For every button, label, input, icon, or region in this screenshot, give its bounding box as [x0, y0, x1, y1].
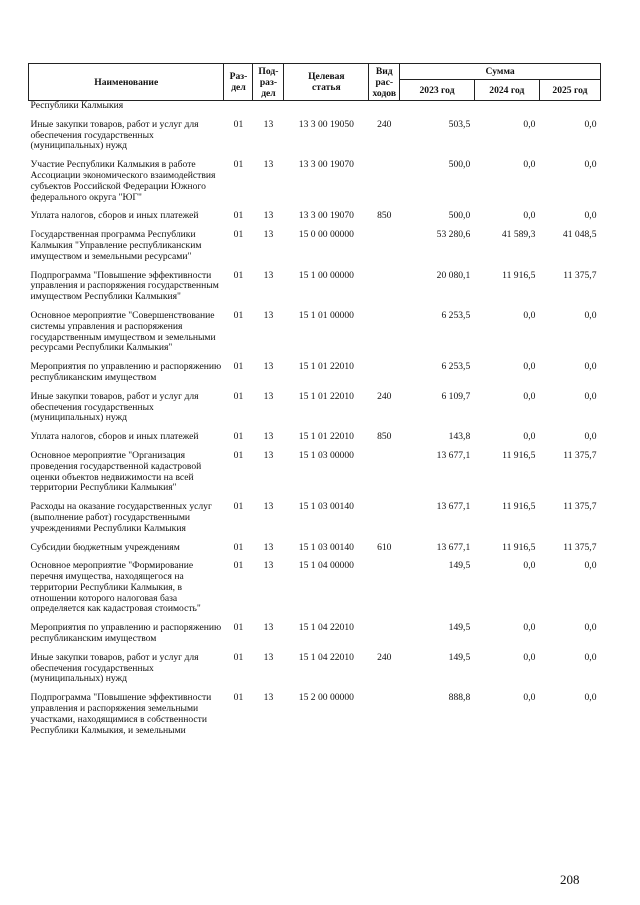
header-year-2025: 2025 год [539, 80, 600, 101]
row-podrazdel: 13 [263, 622, 274, 634]
row-podrazdel: 13 [263, 651, 274, 663]
row-vid-rashodov: 850 [377, 210, 392, 222]
row-sum-2025: 0,0 [584, 390, 597, 402]
row-sum-2023: 6 109,7 [441, 390, 471, 402]
row-sum-2025: 0,0 [584, 560, 597, 572]
row-sum-2024: 0,0 [523, 651, 536, 663]
row-vid-rashodov [369, 230, 400, 270]
row-celevaya-statya: 15 0 00 00000 [298, 229, 354, 241]
row-razdel: 01 [233, 560, 244, 572]
row-name: Республики Калмыкия [30, 100, 124, 111]
row-sum-2024: 0,0 [523, 560, 536, 572]
header-summa: Сумма [400, 64, 601, 80]
row-sum-2024: 0,0 [523, 118, 536, 130]
row-vid-rashodov: 240 [377, 118, 392, 130]
row-vid-rashodov [369, 160, 400, 211]
row-name: Субсидии бюджетным учреждениям [30, 541, 180, 553]
row-razdel [224, 101, 253, 120]
table-row [29, 693, 601, 744]
row-razdel: 01 [233, 361, 244, 373]
row-celevaya-statya: 13 3 00 19070 [298, 210, 354, 222]
row-celevaya-statya: 15 1 03 00000 [298, 449, 354, 461]
row-sum-2024: 0,0 [523, 692, 536, 704]
row-podrazdel: 13 [263, 501, 274, 513]
row-name: Мероприятия по управлению и распоряжению республиканским имуществом [30, 361, 222, 383]
row-celevaya-statya: 13 3 00 19050 [298, 118, 354, 130]
row-podrazdel: 13 [263, 309, 274, 321]
table-row [29, 392, 601, 432]
row-sum-2023: 13 677,1 [436, 541, 471, 553]
row-podrazdel: 13 [263, 361, 274, 373]
row-vid-rashodov [369, 271, 400, 311]
row-podrazdel: 13 [263, 159, 274, 171]
row-sum-2023: 500,0 [448, 159, 471, 171]
row-sum-2024: 11 916,5 [502, 541, 536, 553]
row-sum-2023: 503,5 [448, 118, 471, 130]
row-podrazdel: 13 [263, 560, 274, 572]
row-razdel: 01 [233, 159, 244, 171]
row-podrazdel [253, 101, 284, 120]
row-name: Уплата налогов, сборов и иных платежей [30, 431, 199, 443]
row-razdel: 01 [233, 541, 244, 553]
page-number: 208 [560, 872, 580, 887]
header-vid-rashodov: Вид рас- ходов [369, 64, 400, 101]
table-header [29, 64, 601, 101]
row-vid-rashodov: 240 [377, 651, 392, 663]
table-row [29, 451, 601, 502]
table-row [29, 432, 601, 451]
table-row [29, 211, 601, 230]
row-vid-rashodov [369, 502, 400, 542]
row-razdel: 01 [233, 210, 244, 222]
table-row [29, 120, 601, 160]
row-celevaya-statya: 15 1 03 00140 [298, 501, 354, 513]
row-celevaya-statya: 13 3 00 19070 [298, 159, 354, 171]
row-celevaya-statya: 15 1 01 22010 [298, 431, 354, 443]
row-sum-2025: 11 375,7 [563, 449, 597, 461]
row-razdel: 01 [233, 622, 244, 634]
header-name: Наименование [29, 64, 224, 101]
row-sum-2024: 0,0 [523, 309, 536, 321]
row-vid-rashodov: 240 [377, 390, 392, 402]
row-sum-2025: 0,0 [584, 361, 597, 373]
row-name: Иные закупки товаров, работ и услуг для обеспечения государственных (муниципальных) нужд [30, 651, 199, 685]
row-sum-2024: 0,0 [523, 390, 536, 402]
header-razdel: Раз- дел [224, 64, 253, 101]
row-sum-2025: 11 375,7 [563, 541, 597, 553]
row-celevaya-statya: 15 1 03 00140 [298, 541, 354, 553]
row-name: Подпрограмма "Повышение эффективности управления и распоряжения земельными участками, находящимися в собственности Республики Калмыкия, и земельными [30, 692, 212, 736]
row-vid-rashodov [369, 101, 400, 120]
row-name: Основное мероприятие "Формирование перечня имущества, находящегося на территории Республики Калмыкия, в отношении которого налоговая база определяется как кадастровая стоимость" [30, 560, 201, 615]
row-sum-2023: 143,8 [448, 431, 471, 443]
table-row [29, 561, 601, 623]
budget-table [28, 63, 601, 744]
row-sum-2023: 13 677,1 [436, 501, 471, 513]
row-vid-rashodov [369, 693, 400, 744]
row-sum-2025: 11 375,7 [563, 269, 597, 281]
row-sum-2025: 0,0 [584, 651, 597, 663]
row-sum-2024: 0,0 [523, 210, 536, 222]
row-name: Государственная программа Республики Калмыкия "Управление республиканским имуществом и земельными ресурсами" [30, 229, 202, 262]
row-celevaya-statya: 15 1 01 00000 [298, 309, 354, 321]
row-celevaya-statya: 15 1 04 00000 [298, 560, 354, 572]
row-sum-2023: 149,5 [448, 651, 471, 663]
row-sum-2025: 0,0 [584, 118, 597, 130]
header-podrazdel: Под- раз- дел [253, 64, 284, 101]
row-vid-rashodov [369, 561, 400, 623]
table-row [29, 653, 601, 693]
row-vid-rashodov [369, 623, 400, 653]
row-name: Расходы на оказание государственных услуг (выполнение работ) государственными учреждениями Республики Калмыкия [30, 501, 212, 534]
row-sum-2025: 0,0 [584, 431, 597, 443]
row-sum-2024: 11 916,5 [502, 501, 536, 513]
row-celevaya-statya: 15 1 01 22010 [298, 361, 354, 373]
row-podrazdel: 13 [263, 431, 274, 443]
row-razdel: 01 [233, 229, 244, 241]
row-sum-2023: 149,5 [448, 560, 471, 572]
row-vid-rashodov: 850 [377, 431, 392, 443]
row-name: Участие Республики Калмыкия в работе Ассоциации экономического взаимодействия субъектов Российской Федерации Южного федерального округа "ЮГ" [30, 159, 216, 203]
row-razdel: 01 [233, 118, 244, 130]
row-vid-rashodov [369, 311, 400, 362]
row-name: Подпрограмма "Повышение эффективности управления и распоряжения государственным имуществом Республики Калмыкия" [30, 269, 219, 303]
row-name: Основное мероприятие "Организация проведения государственной кадастровой оценки объектов недвижимости на всей территории Республики Калмыкия" [30, 449, 202, 494]
table-row [29, 271, 601, 311]
row-sum-2025: 11 375,7 [563, 501, 597, 513]
table-row [29, 311, 601, 362]
table-row [29, 101, 601, 120]
row-razdel: 01 [233, 309, 244, 321]
row-sum-2025: 0,0 [584, 622, 597, 634]
row-sum-2023: 888,8 [448, 692, 471, 704]
row-sum-2024: 0,0 [523, 361, 536, 373]
row-celevaya-statya: 15 2 00 00000 [298, 692, 354, 704]
row-celevaya-statya: 15 1 04 22010 [298, 651, 354, 663]
table-row [29, 623, 601, 653]
row-sum-2023: 53 280,6 [436, 229, 471, 241]
table-row [29, 362, 601, 392]
table-row [29, 230, 601, 270]
row-razdel: 01 [233, 431, 244, 443]
row-podrazdel: 13 [263, 210, 274, 222]
row-podrazdel: 13 [263, 269, 274, 281]
row-vid-rashodov: 610 [377, 541, 392, 553]
row-sum-2025 [539, 101, 600, 120]
row-sum-2025: 0,0 [584, 692, 597, 704]
header-year-2023: 2023 год [400, 80, 474, 101]
row-name: Иные закупки товаров, работ и услуг для обеспечения государственных (муниципальных) нужд [30, 390, 199, 424]
row-sum-2024: 0,0 [523, 431, 536, 443]
row-vid-rashodov [369, 451, 400, 502]
row-razdel: 01 [233, 692, 244, 704]
table-body [29, 101, 601, 745]
row-sum-2024: 41 589,3 [501, 229, 536, 241]
table-row [29, 502, 601, 542]
row-sum-2025: 0,0 [584, 210, 597, 222]
header-year-2024: 2024 год [474, 80, 539, 101]
row-sum-2024 [474, 101, 539, 120]
row-sum-2023: 20 080,1 [436, 269, 471, 281]
row-razdel: 01 [233, 651, 244, 663]
table-row [29, 160, 601, 211]
row-celevaya-statya: 15 1 04 22010 [298, 622, 354, 634]
row-podrazdel: 13 [263, 449, 274, 461]
row-sum-2024: 11 916,5 [502, 449, 536, 461]
row-celevaya-statya: 15 1 01 22010 [298, 390, 354, 402]
row-sum-2024: 0,0 [523, 159, 536, 171]
row-celevaya-statya: 15 1 00 00000 [298, 269, 354, 281]
row-sum-2023: 13 677,1 [436, 449, 471, 461]
table-row [29, 543, 601, 562]
row-sum-2024: 11 916,5 [502, 269, 536, 281]
row-sum-2025: 0,0 [584, 159, 597, 171]
row-razdel: 01 [233, 501, 244, 513]
row-name: Иные закупки товаров, работ и услуг для обеспечения государственных (муниципальных) нужд [30, 118, 199, 152]
row-sum-2024: 0,0 [523, 622, 536, 634]
row-podrazdel: 13 [263, 118, 274, 130]
row-razdel: 01 [233, 390, 244, 402]
row-razdel: 01 [233, 269, 244, 281]
row-name: Основное мероприятие "Совершенствование системы управления и распоряжения государственным имуществом и земельными ресурсами Республики Калмыкия" [30, 309, 216, 354]
row-sum-2023: 149,5 [448, 622, 471, 634]
row-vid-rashodov [369, 362, 400, 392]
row-podrazdel: 13 [263, 390, 274, 402]
row-sum-2023: 500,0 [448, 210, 471, 222]
header-celevaya-statya: Целевая статья [284, 64, 369, 101]
row-razdel: 01 [233, 449, 244, 461]
row-podrazdel: 13 [263, 541, 274, 553]
row-celevaya-statya [284, 101, 369, 120]
row-podrazdel: 13 [263, 692, 274, 704]
row-sum-2025: 41 048,5 [562, 229, 597, 241]
row-sum-2023: 6 253,5 [441, 361, 471, 373]
row-name: Мероприятия по управлению и распоряжению республиканским имуществом [30, 622, 222, 645]
row-sum-2025: 0,0 [584, 309, 597, 321]
row-podrazdel: 13 [263, 229, 274, 241]
row-sum-2023 [400, 101, 474, 120]
row-sum-2023: 6 253,5 [441, 309, 471, 321]
row-name: Уплата налогов, сборов и иных платежей [30, 210, 199, 222]
